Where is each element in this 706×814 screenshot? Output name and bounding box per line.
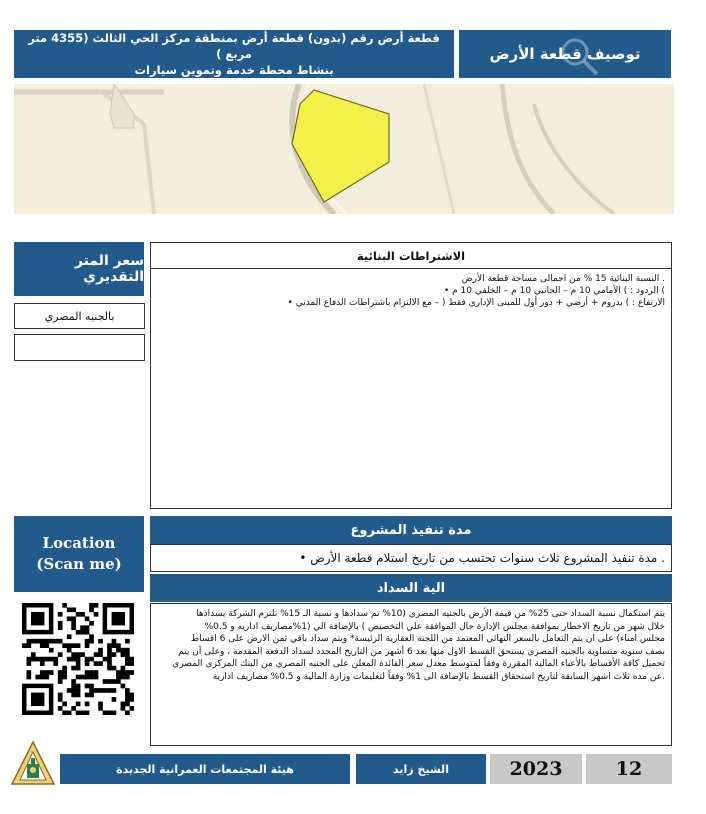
year-label: 2023 xyxy=(490,754,582,784)
site-map-drawing xyxy=(14,84,674,214)
currency-label: بالجنيه المصري xyxy=(14,303,145,329)
price-value-field xyxy=(14,334,145,361)
condition-line: . النسبة البنائية 15 % من اجمالى مساحة قطعة الأرض xyxy=(461,274,665,284)
city-name: الشيخ زايد xyxy=(356,754,486,784)
location-subtitle: (Scan me) xyxy=(36,555,122,573)
building-conditions-list xyxy=(151,269,671,313)
section-title-text: توصيف قطعة الأرض xyxy=(489,45,641,63)
site-map xyxy=(14,84,674,214)
payment-line: نصف سنوية متساوية بالجنيه المصري يستحق القسط الاول منها بعد 6 أشهر من التاريخ المحدد لسداد الدفعة المقدمة ، وعلى أن يتم xyxy=(178,646,665,657)
location-qr-code[interactable] xyxy=(22,603,134,715)
payment-line: .عن مده ثلاث اشهر السابقة لتاريخ استحقاق القسط بالإضافة الى 1% وفقاً لتعليمات وزارة المالية و 0.5% مصاريف ادارية xyxy=(212,671,665,682)
section-title xyxy=(459,30,671,78)
building-conditions-title: الاشتراطات البنائية xyxy=(151,243,671,269)
organization-name: هيئة المجتمعات العمرانية الجديدة xyxy=(60,754,350,784)
condition-line: الارتفاع : ) بدروم + أرضي + دور أول للمبنى الإداري فقط ( – مع الالتزام باشتراطات الدفاع المدني • xyxy=(287,298,665,308)
condition-line: ) الردود : ) الأمامي 10 م – الجانبي 10 م – الخلفي 10 م • xyxy=(443,286,665,296)
payment-line: مجلس امناء) على ان يتم التعامل بالسعر النهائي المعتمد من اللجنة العقارية الرئيسة* ويتم سداد باقي ثمن الارض على 6 اقساط xyxy=(190,634,665,644)
payment-line: تحميل كافة الأقساط بالأعباء المالية المقررة وفقاً لمتوسط معدل سعر الفائدة المعلن على الجنيه المصري من البنك المركزي المصري xyxy=(172,659,665,669)
duration-title: مدة تنفيذ المشروع xyxy=(150,516,672,544)
building-conditions-panel xyxy=(150,242,672,509)
magnifier-watermark-icon xyxy=(557,34,601,78)
location-label xyxy=(14,516,144,592)
location-title: Location xyxy=(42,534,116,552)
payment-line: خلال شهر من تاريخ الاخطار بموافقة مجلس الإدارة حال الموافقة علي التخصيص ) بالإضافة الي (1%مصاريف اداريه و 0.5% xyxy=(204,621,665,632)
qr-code-icon xyxy=(22,603,134,715)
plot-description xyxy=(14,30,454,78)
payment-terms xyxy=(150,603,672,746)
price-title: سعر المتر التقديري xyxy=(14,242,144,296)
plot-description-line1: قطعة أرض رقم (بدون) قطعة أرض بمنطقة مركز الحي الثالث (4355 متر مربع ) xyxy=(28,31,440,61)
payment-line: يتم استكمال نسبة السداد حتى 25% من قيمة الأرض بالجنيه المصري (10% تم سدادها و نسبة الـ 15% تلتزم الشركة بسدادها xyxy=(196,609,665,619)
plot-description-line2: بنشاط محطة خدمة وتموين سيارات xyxy=(134,63,334,77)
duration-text: . مدة تنفيذ المشروع ثلاث سنوات تحتسب من تاريخ استلام قطعة الأرض • xyxy=(150,544,672,572)
nuca-logo-icon xyxy=(10,740,56,788)
payment-title: الية السداد xyxy=(150,574,672,602)
page-number: 12 xyxy=(586,754,672,784)
